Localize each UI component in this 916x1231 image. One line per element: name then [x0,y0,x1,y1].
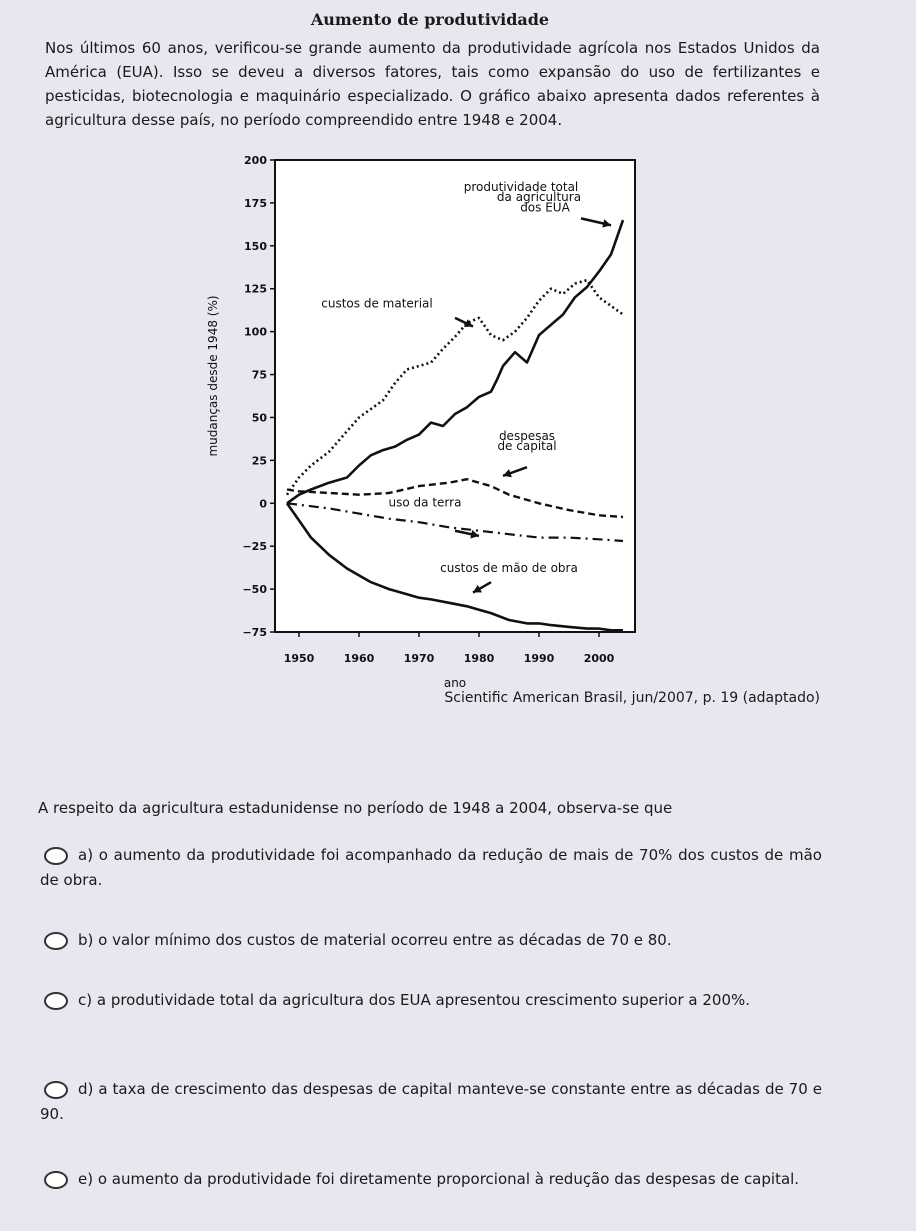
y-tick-label: 75 [251,368,267,382]
line-chart [195,145,675,690]
option-d[interactable] [40,1077,822,1127]
y-tick-label: 175 [244,196,267,210]
y-tick-label: −75 [242,626,267,639]
option-b-text: b) o valor mínimo dos custos de material ocorreu entre as décadas de 70 e 80. [78,931,672,949]
x-axis-label: ano [443,676,467,690]
annotation-terra: uso da terra [388,495,462,510]
x-tick-label: 1980 [463,652,495,665]
intro-paragraph: Nos últimos 60 anos, verificou-se grande aumento da produtividade agrícola nos Estados Unidos da América (EUA). Isso se deveu a diversos fatores, tais como expansão do uso de fertilizantes e pesticidas, biotecnologia e maquinário especializado. O gráfico abaixo apresenta dados referentes à agricultura desse país, no período compreendido entre 1948 e 2004. [45,39,820,129]
annotation-capital-2: de capital [497,439,557,454]
option-c-text: c) a produtividade total da agricultura dos EUA apresentou crescimento superior a 200%. [78,991,751,1009]
option-e[interactable] [40,1167,822,1192]
x-tick-label: 1950 [283,652,315,665]
annotation-capital-1: despesas [498,428,556,443]
y-tick-label: 0 [259,497,267,511]
option-b[interactable] [40,928,822,953]
x-tick-label: 2000 [583,652,615,665]
option-c[interactable] [40,988,822,1013]
y-tick-label: −50 [242,583,267,597]
x-tick-label: 1990 [523,652,555,665]
source-citation: Scientific American Brasil, jun/2007, p. 19 (adaptado) [444,690,820,706]
question-stem: A respeito da agricultura estadunidense no período de 1948 a 2004, observa-se que [38,799,673,817]
option-e-text: e) o aumento da produtividade foi diretamente proporcional à redução das despesas de capital. [78,1170,800,1188]
y-axis-label: mudanças desde 1948 (%) [206,295,220,457]
annotation-produtividade-3: dos EUA [520,200,570,215]
annotation-produtividade-2: da agricultura [496,190,582,205]
option-d-text: d) a taxa de crescimento das despesas de capital manteve-se constante entre as décadas de 70 e 90. [40,1080,822,1123]
y-tick-label: 125 [244,282,267,296]
page-title: Aumento de produtividade [310,10,550,29]
x-tick-label: 1970 [403,652,435,665]
radio-d[interactable] [44,1081,68,1099]
chart [195,145,675,690]
radio-b[interactable] [44,932,68,950]
x-tick-label: 1960 [343,652,375,665]
y-tick-label: 25 [251,454,267,468]
radio-a[interactable] [44,847,68,865]
y-tick-label: 50 [251,411,267,425]
y-tick-label: 150 [244,239,267,253]
y-tick-label: −25 [242,540,267,554]
annotation-mao-obra: custos de mão de obra [440,560,578,575]
radio-c[interactable] [44,992,68,1010]
y-tick-label: 200 [244,154,267,167]
option-a-text: a) o aumento da produtividade foi acompanhado da redução de mais de 70% dos custos de mão de obra. [40,846,822,889]
y-tick-label: 100 [244,325,267,339]
radio-e[interactable] [44,1171,68,1189]
annotation-produtividade-1: produtividade total [463,179,579,194]
option-a[interactable] [40,843,822,893]
annotation-material: custos de material [321,296,433,311]
